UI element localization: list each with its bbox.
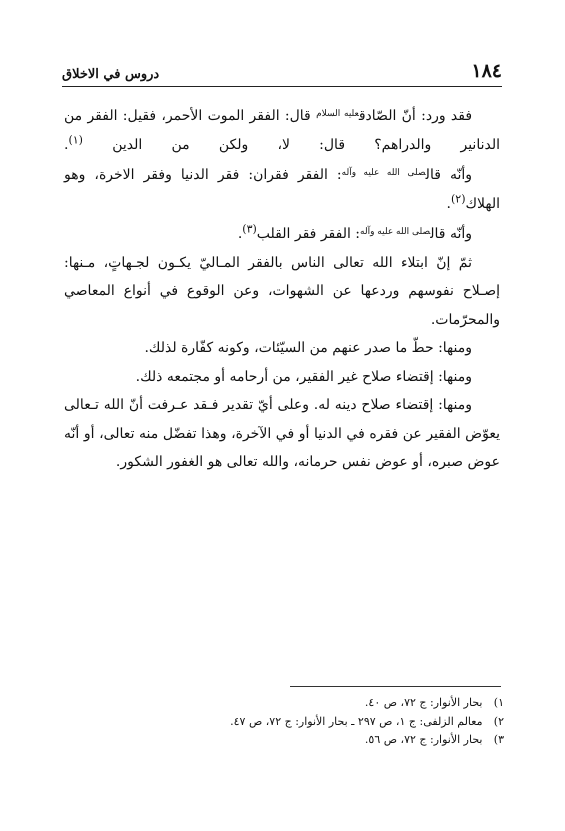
paragraph-6: ومنها: إقتضاء صلاح غير الفقير، من أرحامه أو مجتمعه ذلك. [135, 368, 472, 385]
paragraph-1: فقد ورد: أنّ الصّادق$^{عليه السلام}$ قال: الفقر الموت الأحمر، فقيل: الفقر من الدنانير والدراهم؟ قال: لا، ولكن من الدين $^{(١)}$. [64, 108, 500, 153]
footnote-1 [150, 694, 504, 713]
paragraph-7: ومنها: إقتضاء صلاح دينه له. وعلى أيّ تقدير فـقد عـرفت أنّ الله تـعالى يعوّض الفقير عن فقره في الدنيا أو في الآخرة، وهذا تفضّل منه تعالى، أو أنّه عوض صبره، أو عوض نفس حرمانه، والله تعالى هو الغفور الشكور. [64, 397, 500, 470]
footnote-text: بحار الأنوار: ج ٧٢، ص ٤٠. [364, 696, 483, 709]
honorific-mark: عليه السلام [316, 109, 359, 119]
page-number: ١٨٤ [471, 60, 502, 82]
header-rule [62, 86, 502, 87]
running-title: دروس في الاخلاق [62, 67, 160, 82]
footnote-ref-1: (١) [68, 132, 83, 146]
honorific-mark: صلى الله عليه وآله [360, 227, 431, 237]
footnote-number: ٢) [493, 714, 504, 728]
paragraph-5: ومنها: حطّ ما صدر عنهم من السيّئات، وكونه كفّارة لذلك. [144, 340, 472, 356]
footnote-number: ١) [493, 696, 504, 709]
footnote-3 [150, 731, 504, 750]
footnote-text: معالم الزلفى: ج ١، ص ٢٩٧ ـ بحار الأنوار: ج ٧٢، ص ٤٧. [230, 714, 483, 728]
paragraph-4: ثمّ إنّ ابتلاء الله تعالى الناس بالفقر المـاليّ يكـون لجـهاتٍ، مـنها: إصـلاح نفوسهم وردعها عن الشهوات، وعن الوقوع في أنواع المعاصي والمحرّمات. [64, 254, 500, 328]
footnote-2 [150, 713, 504, 732]
main-text [64, 100, 500, 477]
paragraph-2: وأنّه قال$^{صلى الله عليه وآله}$: الفقر فقران: فقر الدنيا وفقر الاخرة، وهو الهلاك$^{(٢)}$. [64, 167, 500, 212]
footnote-text: بحار الأنوار: ج ٧٢، ص ٥٦. [364, 733, 483, 746]
footnotes [150, 694, 504, 750]
footnote-number: ٣) [493, 733, 504, 746]
honorific-mark: صلى الله عليه وآله [341, 168, 426, 178]
footnote-ref-3: (٣) [242, 222, 257, 236]
paragraph-3: وأنّه قال$^{صلى الله عليه وآله}$: الفقر فقر القلب$^{(٣)}$. [237, 222, 472, 242]
footnote-rule [290, 686, 501, 687]
footnote-ref-2: (٢) [450, 191, 466, 205]
page-header [62, 60, 502, 82]
